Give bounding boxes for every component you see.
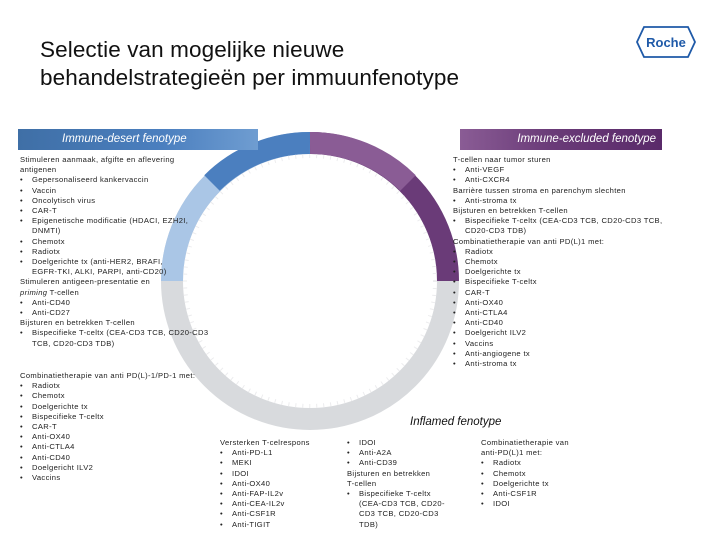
- excluded-heading-1: T-cellen naar tumor sturen: [453, 155, 551, 164]
- desert-heading-1b: antigenen: [20, 165, 57, 175]
- list-item: • Anti-A2A: [347, 448, 445, 458]
- inflamed-column-1: [220, 438, 310, 530]
- list-item-continuation: TCB, CD20-CD3 TDB): [32, 338, 115, 348]
- logo-text: Roche: [646, 35, 686, 50]
- priming-rest: T-cellen: [47, 287, 80, 297]
- list-item: • Bispecifieke T-celtx: [20, 412, 195, 422]
- list-item: • Anti-CD40: [453, 318, 662, 328]
- inflamed-column-2: [347, 438, 445, 530]
- list-item: • Bispecifieke T-celtx: [453, 277, 662, 287]
- list-item: • Doelgerichte tx: [20, 402, 195, 412]
- page-title: [40, 36, 600, 92]
- list-item: • Doelgericht ILV2: [453, 328, 662, 338]
- desert-text-top: [20, 155, 208, 349]
- excluded-text: [453, 155, 662, 369]
- list-item: • Radiotx: [453, 247, 662, 257]
- list-item: • Doelgericht ILV2: [20, 463, 195, 473]
- excluded-banner: Immune-excluded fenotype: [460, 129, 662, 150]
- list-item: • Radiotx: [481, 458, 569, 468]
- list-item: • Doelgerichte tx: [453, 267, 662, 277]
- list-item: • Chemotx: [453, 257, 662, 267]
- desert-banner: Immune-desert fenotype: [18, 129, 258, 150]
- list-item: • Anti-OX40: [220, 479, 310, 489]
- list-item: • IDOI: [481, 499, 569, 509]
- inflamed-heading-3b: anti-PD(L)1 met:: [481, 448, 543, 458]
- list-item: • Chemotx: [20, 391, 195, 401]
- list-item: • Bispecifieke T-celtx (CEA-CD3 TCB, CD20-CD3 TCB,: [453, 216, 662, 226]
- inflamed-heading-2: Bijsturen en betrekken: [347, 468, 431, 478]
- excluded-heading-2: Barrière tussen stroma en parenchym slechten: [453, 185, 626, 195]
- inflamed-heading-3: Combinatietherapie van: [481, 438, 569, 447]
- list-item: • Oncolytisch virus: [20, 196, 208, 206]
- excluded-heading-4: Combinatietherapie van anti PD(L)1 met:: [453, 236, 605, 246]
- list-item: • Anti-CTLA4: [453, 308, 662, 318]
- desert-heading-1: Stimuleren aanmaak, afgifte en aflevering: [20, 155, 175, 164]
- ring-excluded-light: [310, 143, 408, 183]
- list-item: • Anti-CSF1R: [220, 509, 310, 519]
- desert-heading-4: Combinatietherapie van anti PD(L)-1/PD-1 met:: [20, 371, 196, 380]
- list-item: • Radiotx: [20, 247, 208, 257]
- list-item: • Anti-CD40: [20, 298, 208, 308]
- list-item: • Anti-FAP-IL2v: [220, 489, 310, 499]
- list-item: • Anti-PD-L1: [220, 448, 310, 458]
- list-item: • Anti-CTLA4: [20, 442, 195, 452]
- list-item: • Anti-OX40: [453, 298, 662, 308]
- list-item: • CAR-T: [20, 206, 208, 216]
- list-item: • Epigenetische modificatie (HDACI, EZH2I,: [20, 216, 208, 226]
- desert-heading-2b: [20, 288, 208, 298]
- list-item: • CAR-T: [20, 422, 195, 432]
- list-item: • Anti-angiogene tx: [453, 349, 662, 359]
- list-item: • Vaccins: [20, 473, 195, 483]
- list-item: • Anti-CXCR4: [453, 175, 662, 185]
- desert-heading-3: Bijsturen en betrekken T-cellen: [20, 318, 135, 328]
- list-item-continuation: (CEA-CD3 TCB, CD20-: [359, 499, 445, 509]
- ring-texture: [185, 156, 435, 406]
- list-item: • Anti-CEA-IL2v: [220, 499, 310, 509]
- list-item: • Chemotx: [20, 237, 208, 247]
- roche-logo: [636, 26, 696, 58]
- list-item: • Anti-stroma tx: [453, 196, 662, 206]
- title-line-2: behandelstrategieën per immuunfenotype: [40, 65, 460, 90]
- list-item-continuation: CD3 TCB, CD20-CD3: [359, 509, 439, 519]
- list-item-continuation: TDB): [359, 519, 379, 529]
- list-item: • Vaccins: [453, 339, 662, 349]
- desert-text-bottom: [20, 371, 195, 483]
- inflamed-column-3: [481, 438, 569, 509]
- title-line-1: Selectie van mogelijke nieuwe: [40, 37, 345, 62]
- list-item: • Anti-VEGF: [453, 165, 662, 175]
- list-item: • CAR-T: [453, 288, 662, 298]
- list-item: • Anti-CD27: [20, 308, 208, 318]
- list-item: • Anti-TIGIT: [220, 520, 310, 530]
- priming-term: priming: [20, 287, 48, 297]
- list-item: • Anti-stroma tx: [453, 359, 662, 369]
- list-item: • Vaccin: [20, 186, 208, 196]
- inflamed-label: Inflamed fenotype: [410, 416, 502, 428]
- excluded-heading-3: Bijsturen en betrekken T-cellen: [453, 206, 568, 216]
- list-item: • IDOI: [347, 438, 445, 448]
- list-item: • Anti-CD40: [20, 453, 195, 463]
- list-item-continuation: DNMTI): [32, 226, 61, 236]
- desert-heading-2: Stimuleren antigeen-presentatie en: [20, 277, 151, 287]
- list-item: • Anti-CSF1R: [481, 489, 569, 499]
- list-item: • Bispecifieke T-celtx (CEA-CD3 TCB, CD20-CD3: [20, 328, 208, 338]
- list-item: • MEKI: [220, 458, 310, 468]
- inflamed-heading-1: Versterken T-celrespons: [220, 438, 310, 447]
- list-item: • IDOI: [220, 469, 310, 479]
- inflamed-heading-2b: T-cellen: [347, 478, 377, 488]
- list-item: • Doelgerichte tx (anti-HER2, BRAFI,: [20, 257, 208, 267]
- list-item-continuation: EGFR-TKI, ALKI, PARPI, anti-CD20): [32, 267, 167, 277]
- list-item: • Anti-OX40: [20, 432, 195, 442]
- list-item: • Chemotx: [481, 469, 569, 479]
- list-item: • Gepersonaliseerd kankervaccin: [20, 175, 208, 185]
- list-item: • Anti-CD39: [347, 458, 445, 468]
- list-item: • Radiotx: [20, 381, 195, 391]
- list-item: • Doelgerichte tx: [481, 479, 569, 489]
- list-item: • Bispecifieke T-celtx: [347, 489, 445, 499]
- list-item-continuation: CD20-CD3 TDB): [465, 226, 527, 236]
